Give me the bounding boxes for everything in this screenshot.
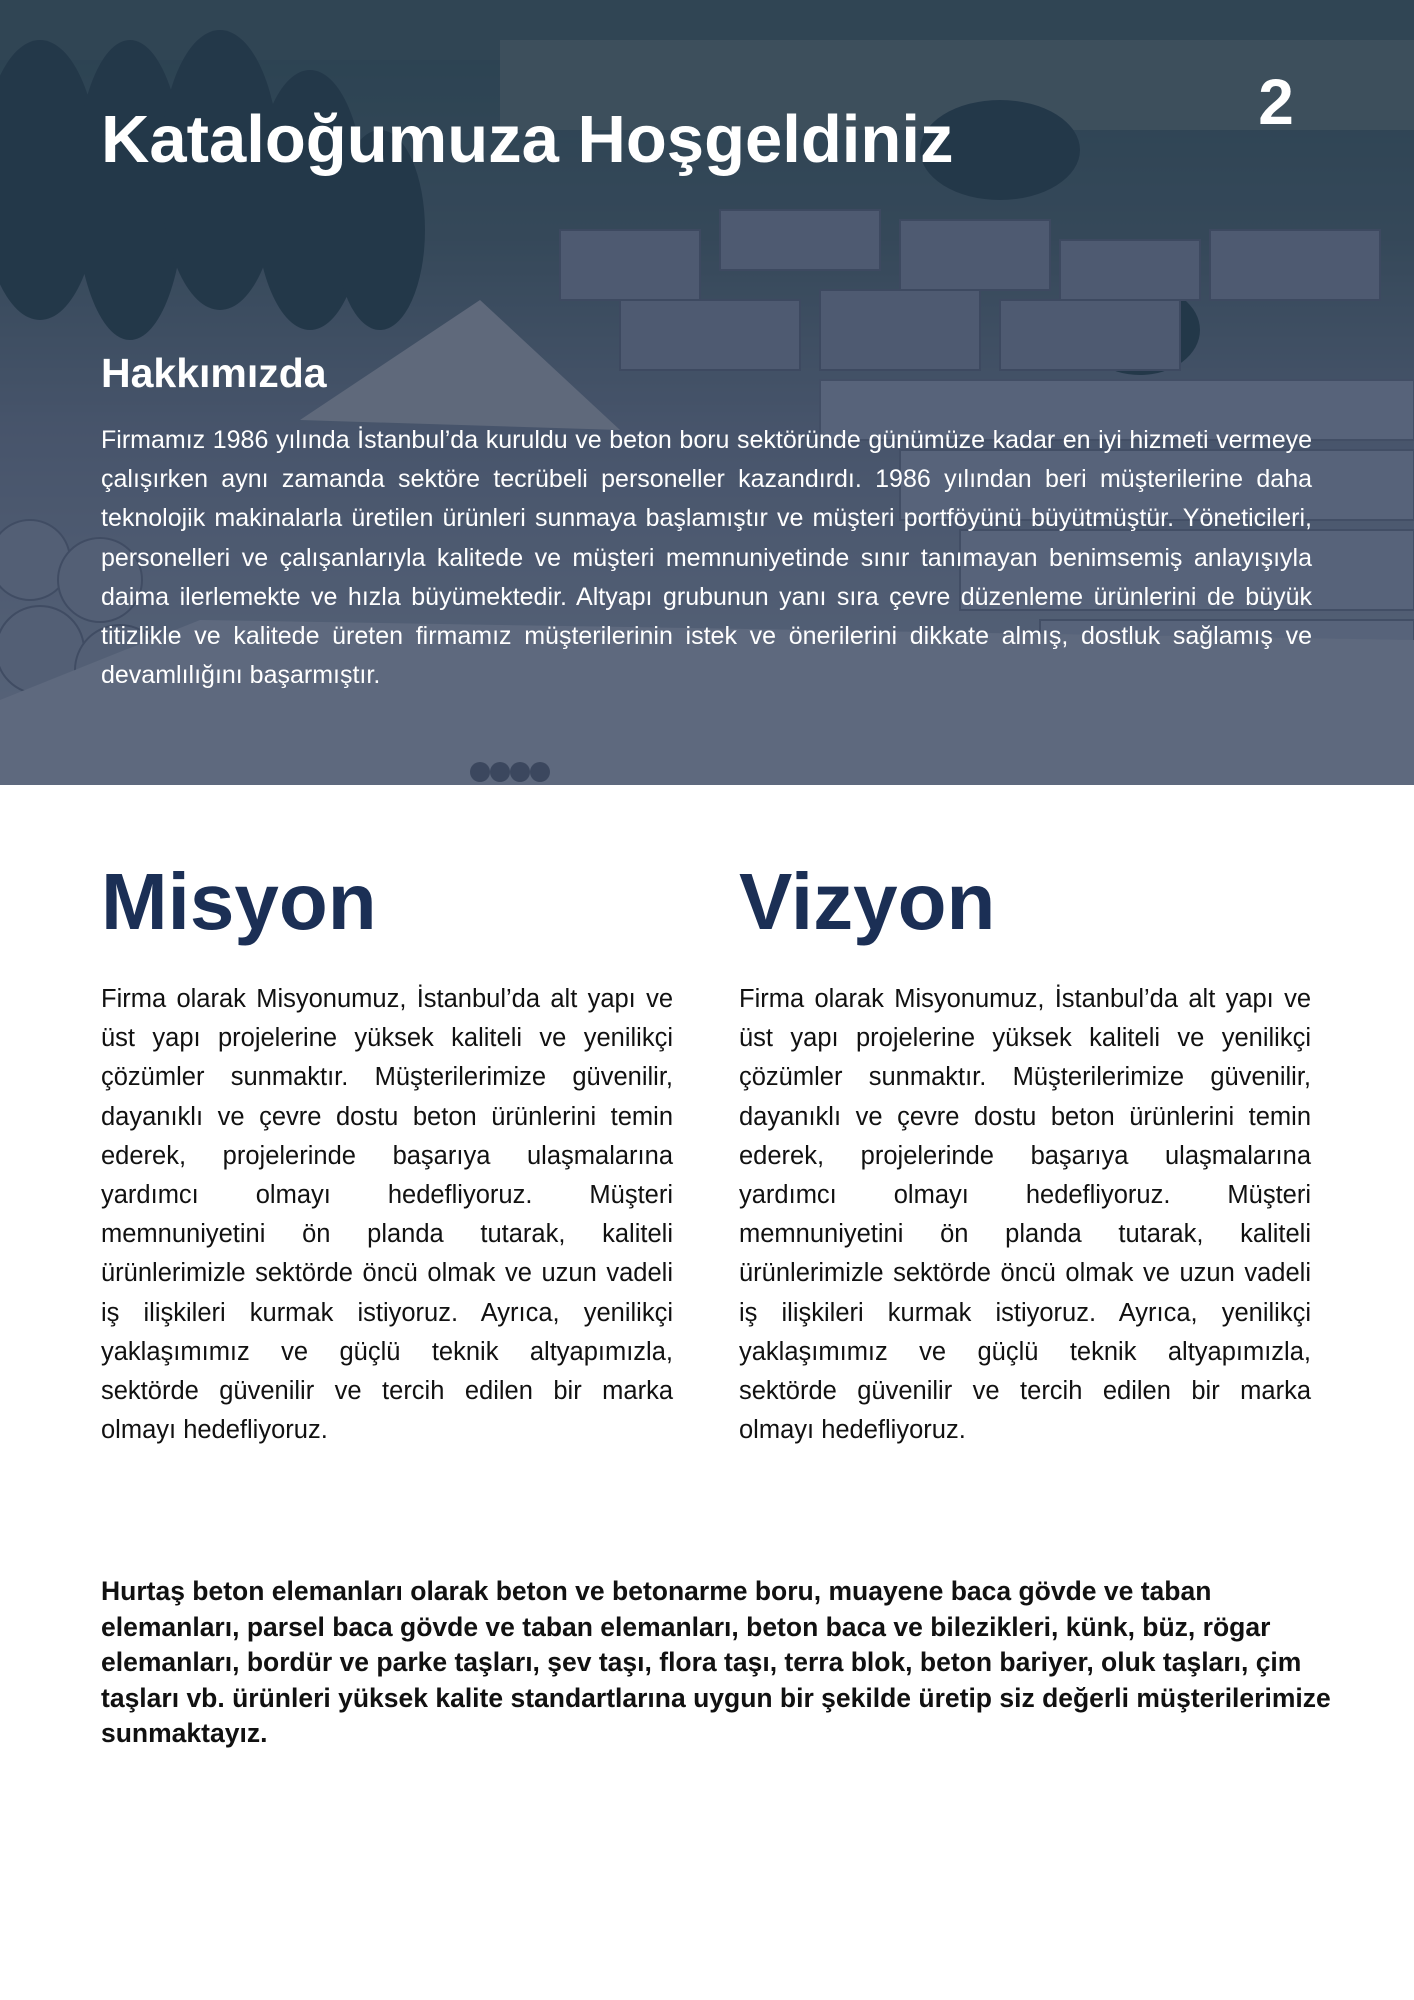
about-paragraph: Firmamız 1986 yılında İstanbul’da kuruldu ve beton boru sektöründe günümüze kadar en iyi hizmeti vermeye çalışırken aynı zamanda sektöre tecrübeli personeller kazandırdı. 1986 yılından beri müşterilerine daha teknolojik makinalarla üretilen ürünleri sunmaya başlamıştır ve müşteri portföyünü büyütmüştür. Yöneticileri, personelleri ve çalışanlarıyla kalitede ve müşteri memnuniyetinde sınır tanımayan benimsemiş anlayışıyla daima ilerlemekte ve hızla büyümektedir. Altyapı grubunun yanı sıra çevre düzenleme ürünlerini de büyük titizlikle ve kalitede üreten firmamız müşterilerinin istek ve önerilerini dikkate almış, dostluk sağlamış ve devamlılığını başarmıştır. [101,426,1312,690]
closing-statement: Hurtaş beton elemanları olarak beton ve betonarme boru, muayene baca gövde ve taban elemanları, parsel baca gövde ve taban elemanları, beton baca ve bilezikleri, künk, büz, rögar elemanları, bordür ve parke taşları, şev taşı, flora taşı, terra blok, beton bariyer, oluk taşları, çim taşları vb. ürünleri yüksek kalite standartlarına uygun bir şekilde üretip siz değerli müşterilerimize sunmaktayız. [101,1576,1331,1748]
vision-heading: Vizyon [739,857,996,946]
about-heading: Hakkımızda [101,350,327,396]
hero-section [0,0,1414,785]
mission-heading: Misyon [101,857,377,946]
page-title: Kataloğumuza Hoşgeldiniz [101,102,954,177]
page-number: 2 [1258,66,1294,138]
vision-paragraph: Firma olarak Misyonumuz, İstanbul’da alt yapı ve üst yapı projelerine yüksek kaliteli ve yenilikçi çözümler sunmaktır. Müşterilerimize güvenilir, dayanıklı ve çevre dostu beton ürünlerini temin ederek, projelerinde başarıya ulaşmalarına yardımcı olmayı hedefliyoruz. Müşteri memnuniyetini ön planda tutarak, kaliteli ürünlerimizle sektörde öncü olmak ve uzun vadeli iş ilişkileri kurmak istiyoruz. Ayrıca, yenilikçi yaklaşımımız ve güçlü teknik altyapımızla, sektörde güvenilir ve tercih edilen bir marka olmayı hedefliyoruz. [739,985,1311,1445]
mission-paragraph: Firma olarak Misyonumuz, İstanbul’da alt yapı ve üst yapı projelerine yüksek kaliteli ve yenilikçi çözümler sunmaktır. Müşterilerimize güvenilir, dayanıklı ve çevre dostu beton ürünlerini temin ederek, projelerinde başarıya ulaşmalarına yardımcı olmayı hedefliyoruz. Müşteri memnuniyetini ön planda tutarak, kaliteli ürünlerimizle sektörde öncü olmak ve uzun vadeli iş ilişkileri kurmak istiyoruz. Ayrıca, yenilikçi yaklaşımımız ve güçlü teknik altyapımızla, sektörde güvenilir ve tercih edilen bir marka olmayı hedefliyoruz. [101,985,673,1445]
